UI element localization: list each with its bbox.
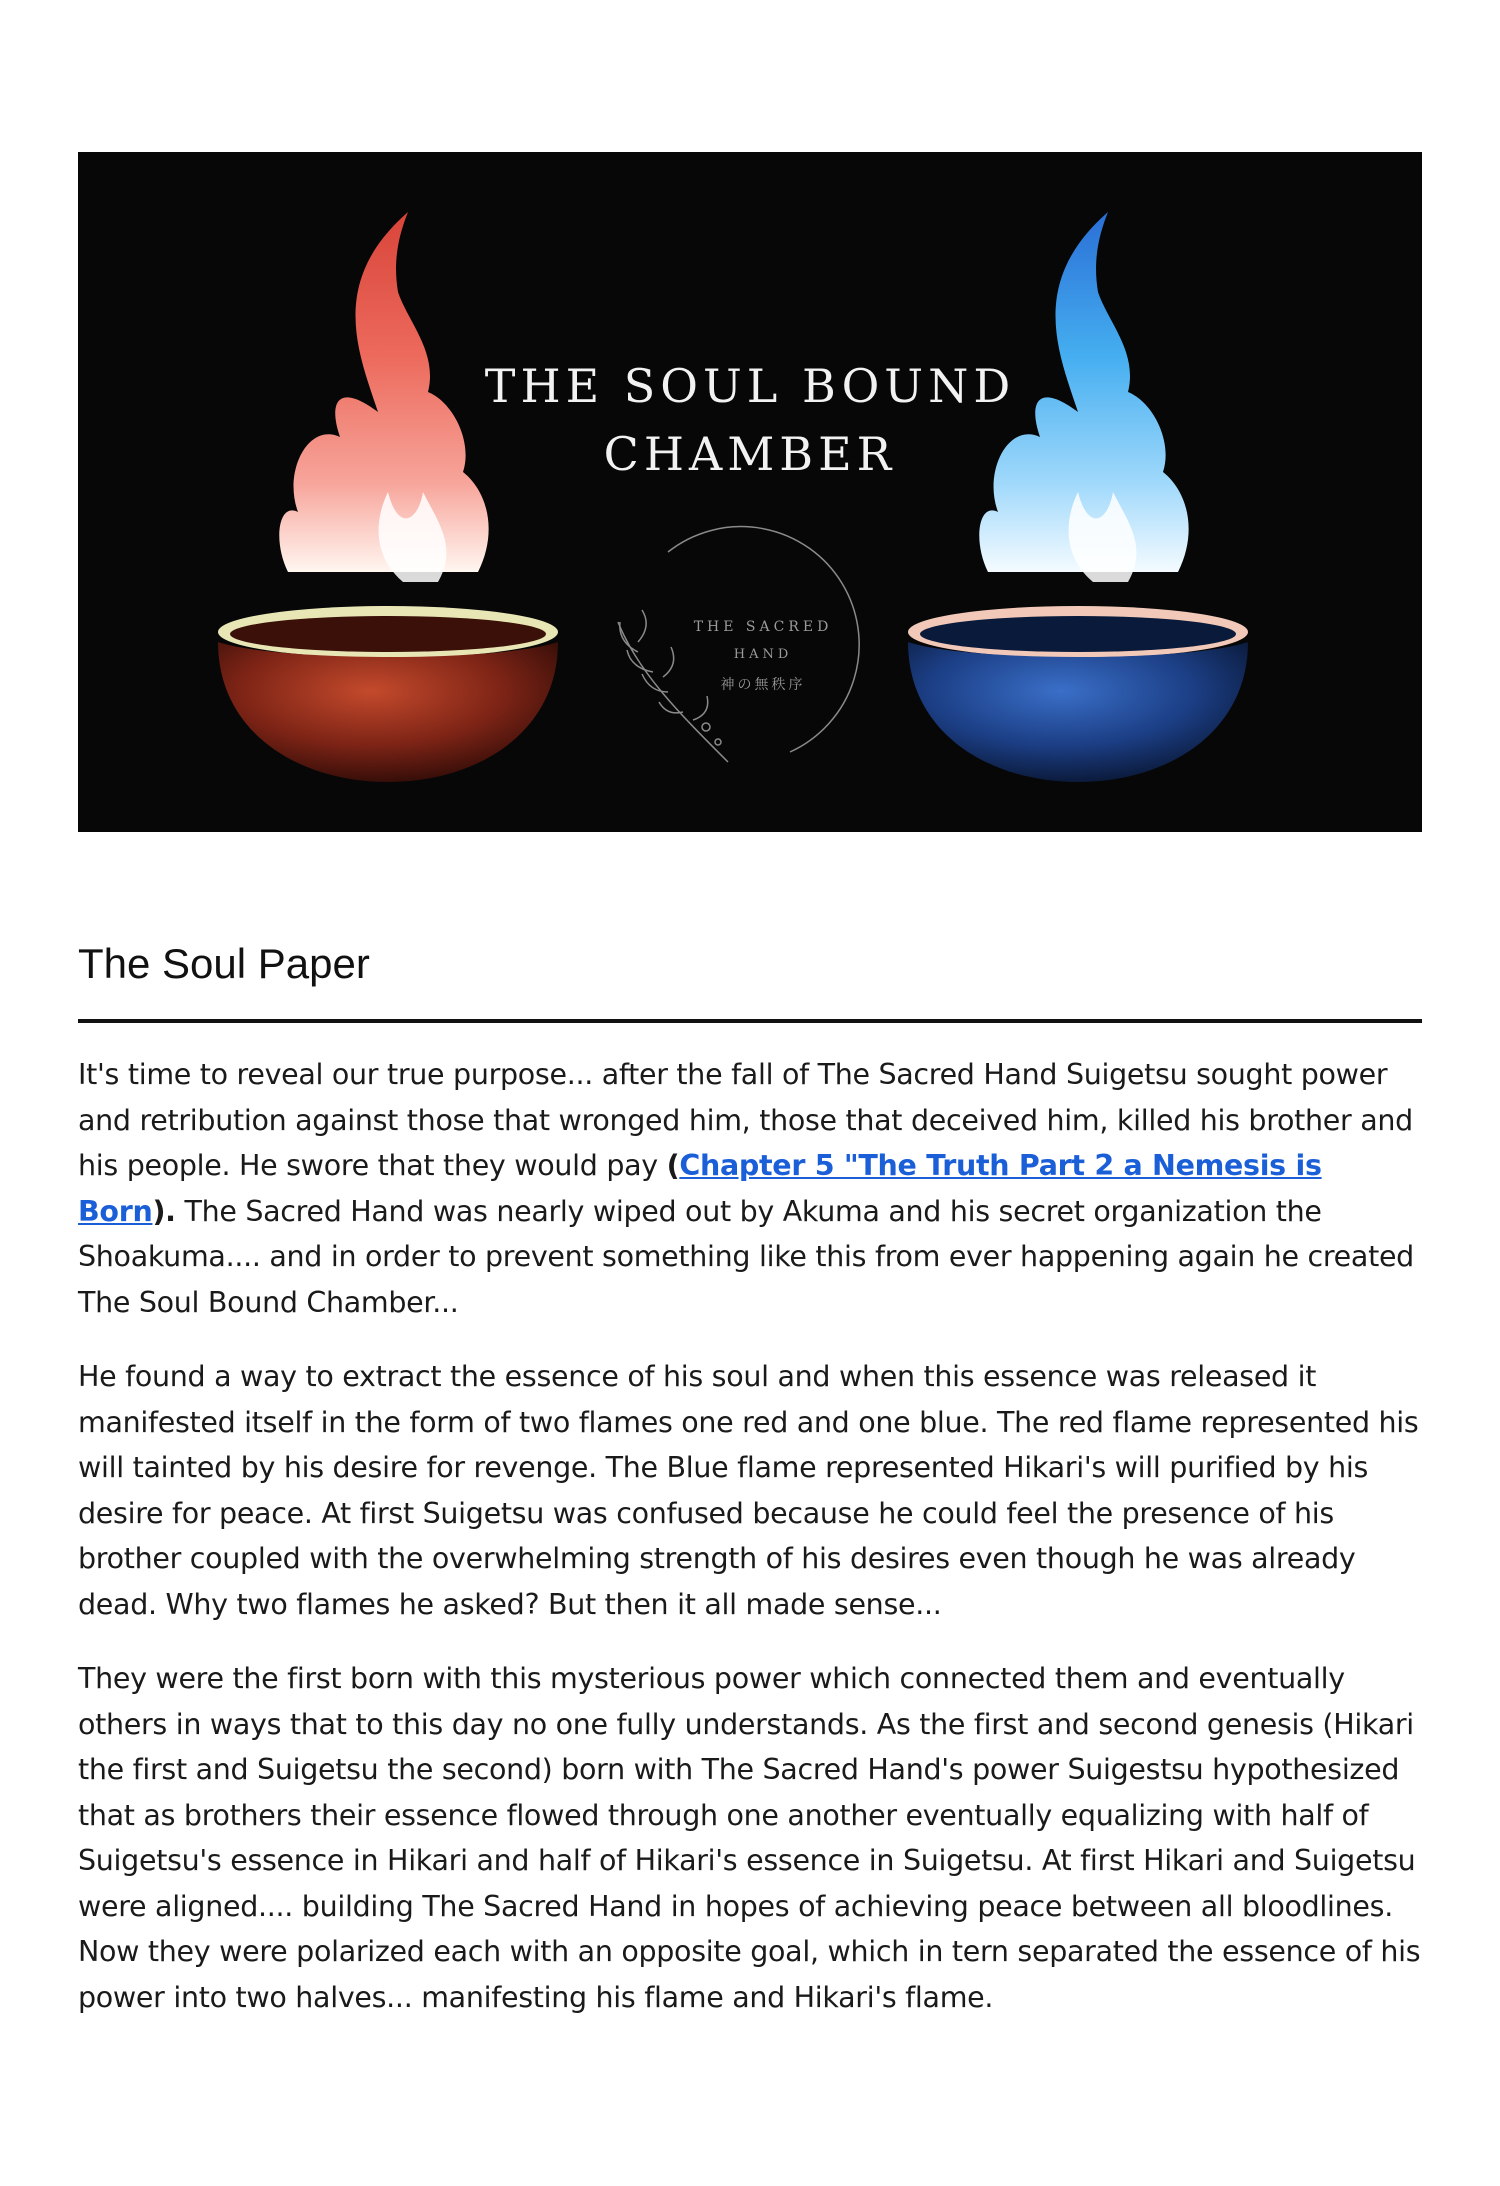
paren-open: ( — [666, 1149, 680, 1182]
paragraph-1 — [78, 1052, 1428, 1325]
logo-text-line2: HAND — [733, 647, 793, 662]
heading-divider — [78, 1019, 1422, 1023]
logo-text-line1: THE SACRED — [693, 619, 833, 635]
paragraph-2: He found a way to extract the essence of his soul and when this essence was released it manifested itself in the form of two flames one red and one blue. The red flame represented his will tainted by his desire for revenge. The Blue flame represented Hikari's will purified by his desire for peace. At first Suigetsu was confused because he could feel the presence of his brother coupled with the overwhelming strength of his desires even though he was already dead. Why two flames he asked? But then it all made sense... — [78, 1360, 1419, 1621]
logo-text-line3: 神の無秩序 — [720, 677, 806, 693]
sacred-hand-logo-icon — [618, 527, 859, 762]
hero-banner — [78, 152, 1422, 832]
chapter-5-link[interactable]: Chapter 5 "The Truth Part 2 a Nemesis is Born — [78, 1149, 1322, 1228]
paren-close: ). — [152, 1194, 176, 1228]
blue-flame-bowl-icon — [908, 212, 1248, 782]
banner-artwork — [78, 152, 1422, 832]
banner-title-line1: THE SOUL BOUND — [484, 359, 1016, 413]
paragraph-1-text: It's time to reveal our true purpose... after the fall of The Sacred Hand Suigetsu sought power and retribution against those that wronged him, those that deceived him, killed his brother and his people. He swore that they would pay — [78, 1058, 1413, 1182]
section-heading: The Soul Paper — [78, 940, 370, 987]
red-flame-bowl-icon — [218, 212, 558, 782]
paragraph-1-continued: The Sacred Hand was nearly wiped out by Akuma and his secret organization the Shoakuma.... and in order to prevent something like this from ever happening again he created The Soul Bound Chamber... — [78, 1194, 1414, 1319]
banner-title — [78, 352, 1422, 488]
banner-title-line2: CHAMBER — [603, 427, 897, 481]
paragraph-3: They were the first born with this mysterious power which connected them and eventually others in ways that to this day no one fully understands. As the first and second genesis (Hikari the first and Suigetsu the second) born with The Sacred Hand's power Suigestsu hypothesized that as brothers their essence flowed through one another eventually equalizing with half of Suigetsu's essence in Hikari and half of Hikari's essence in Suigetsu. At first Hikari and Suigetsu were aligned.... building The Sacred Hand in hopes of achieving peace between all bloodlines. Now they were polarized each with an opposite goal, which in tern separated the essence of his power into two halves... manifesting his flame and Hikari's flame. — [78, 1662, 1421, 2014]
article-body — [78, 1052, 1428, 2049]
